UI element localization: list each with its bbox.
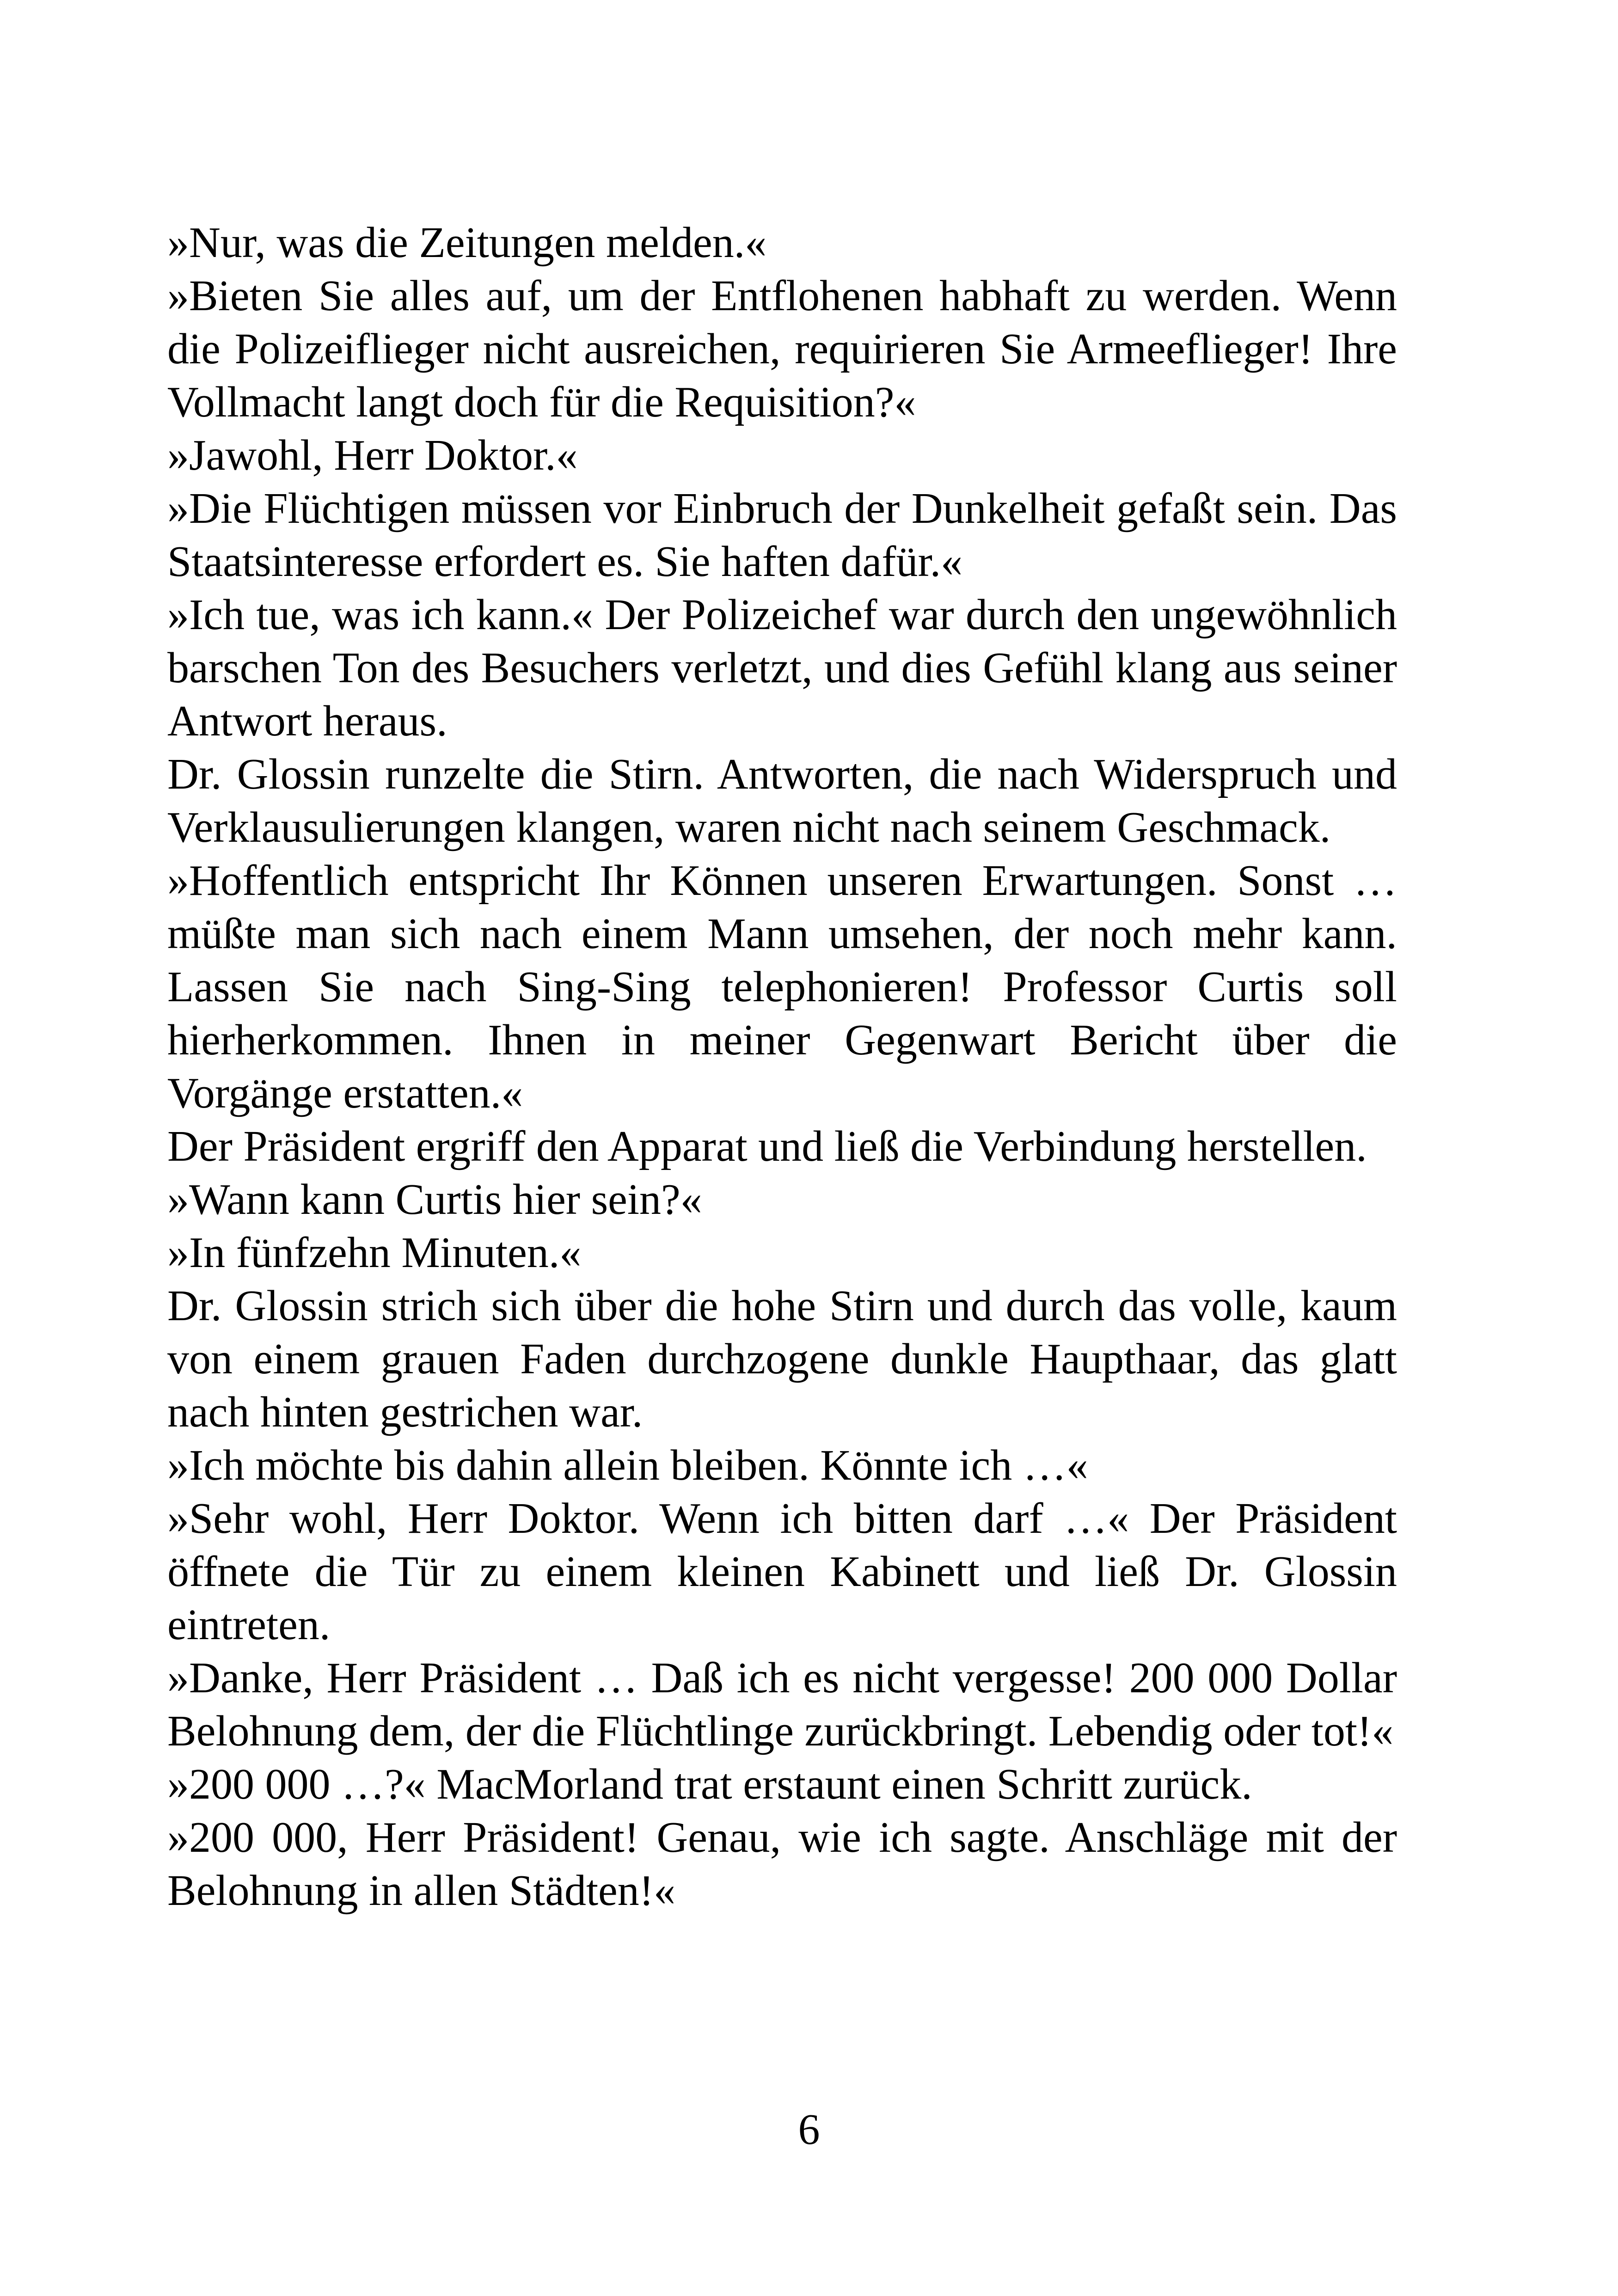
paragraph: »Nur, was die Zeitungen melden.« <box>167 219 767 267</box>
paragraph: »Die Flüchtigen müssen vor Einbruch der Dunkelheit gefaßt sein. Das Staatsinteresse erfordert es. Sie haften dafür.« <box>167 484 1397 586</box>
paragraph: Dr. Glossin strich sich über die hohe Stirn und durch das volle, kaum von einem grauen Faden durchzogene dunkle Haupthaar, das glatt nach hinten gestrichen war. <box>167 1282 1397 1436</box>
paragraph: Dr. Glossin runzelte die Stirn. Antworten, die nach Widerspruch und Verklausulierungen klangen, waren nicht nach seinem Geschmack. <box>167 750 1397 851</box>
paragraph: »Hoffentlich entspricht Ihr Können unseren Erwartungen. Sonst … müßte man sich nach einem Mann umsehen, der noch mehr kann. Lassen Sie nach Sing-Sing telephonieren! Professor Curtis soll hierherkommen. Ihnen in meiner Gegenwart Bericht über die Vorgänge erstatten.« <box>167 857 1397 1117</box>
paragraph: Der Präsident ergriff den Apparat und ließ die Verbindung herstellen. <box>167 1122 1367 1170</box>
paragraph: »Ich möchte bis dahin allein bleiben. Könnte ich …« <box>167 1441 1088 1489</box>
body-text <box>167 216 1397 1917</box>
paragraph: »Sehr wohl, Herr Doktor. Wenn ich bitten darf …« Der Präsident öffnete die Tür zu einem kleinen Kabinett und ließ Dr. Glossin eintreten. <box>167 1494 1397 1649</box>
page-number: 6 <box>798 2106 820 2154</box>
paragraph: »Danke, Herr Präsident … Daß ich es nicht vergesse! 200 000 Dollar Belohnung dem, der die Flüchtlinge zurückbringt. Lebendig oder tot!« <box>167 1654 1397 1755</box>
paragraph: »Jawohl, Herr Doktor.« <box>167 431 578 479</box>
paragraph: »Wann kann Curtis hier sein?« <box>167 1176 702 1224</box>
paragraph: »Bieten Sie alles auf, um der Entflohenen habhaft zu werden. Wenn die Polizeiflieger nicht ausreichen, requirieren Sie Armeeflieger! Ihre Vollmacht langt doch für die Requisition?« <box>167 272 1397 426</box>
paragraph: »200 000 …?« MacMorland trat erstaunt einen Schritt zurück. <box>167 1760 1252 1808</box>
paragraph: »Ich tue, was ich kann.« Der Polizeichef war durch den ungewöhnlich barschen Ton des Besuchers verletzt, und dies Gefühl klang aus seiner Antwort heraus. <box>167 591 1397 745</box>
paragraph: »In fünfzehn Minuten.« <box>167 1229 582 1277</box>
paragraph: »200 000, Herr Präsident! Genau, wie ich sagte. Anschläge mit der Belohnung in allen Städten!« <box>167 1813 1397 1915</box>
